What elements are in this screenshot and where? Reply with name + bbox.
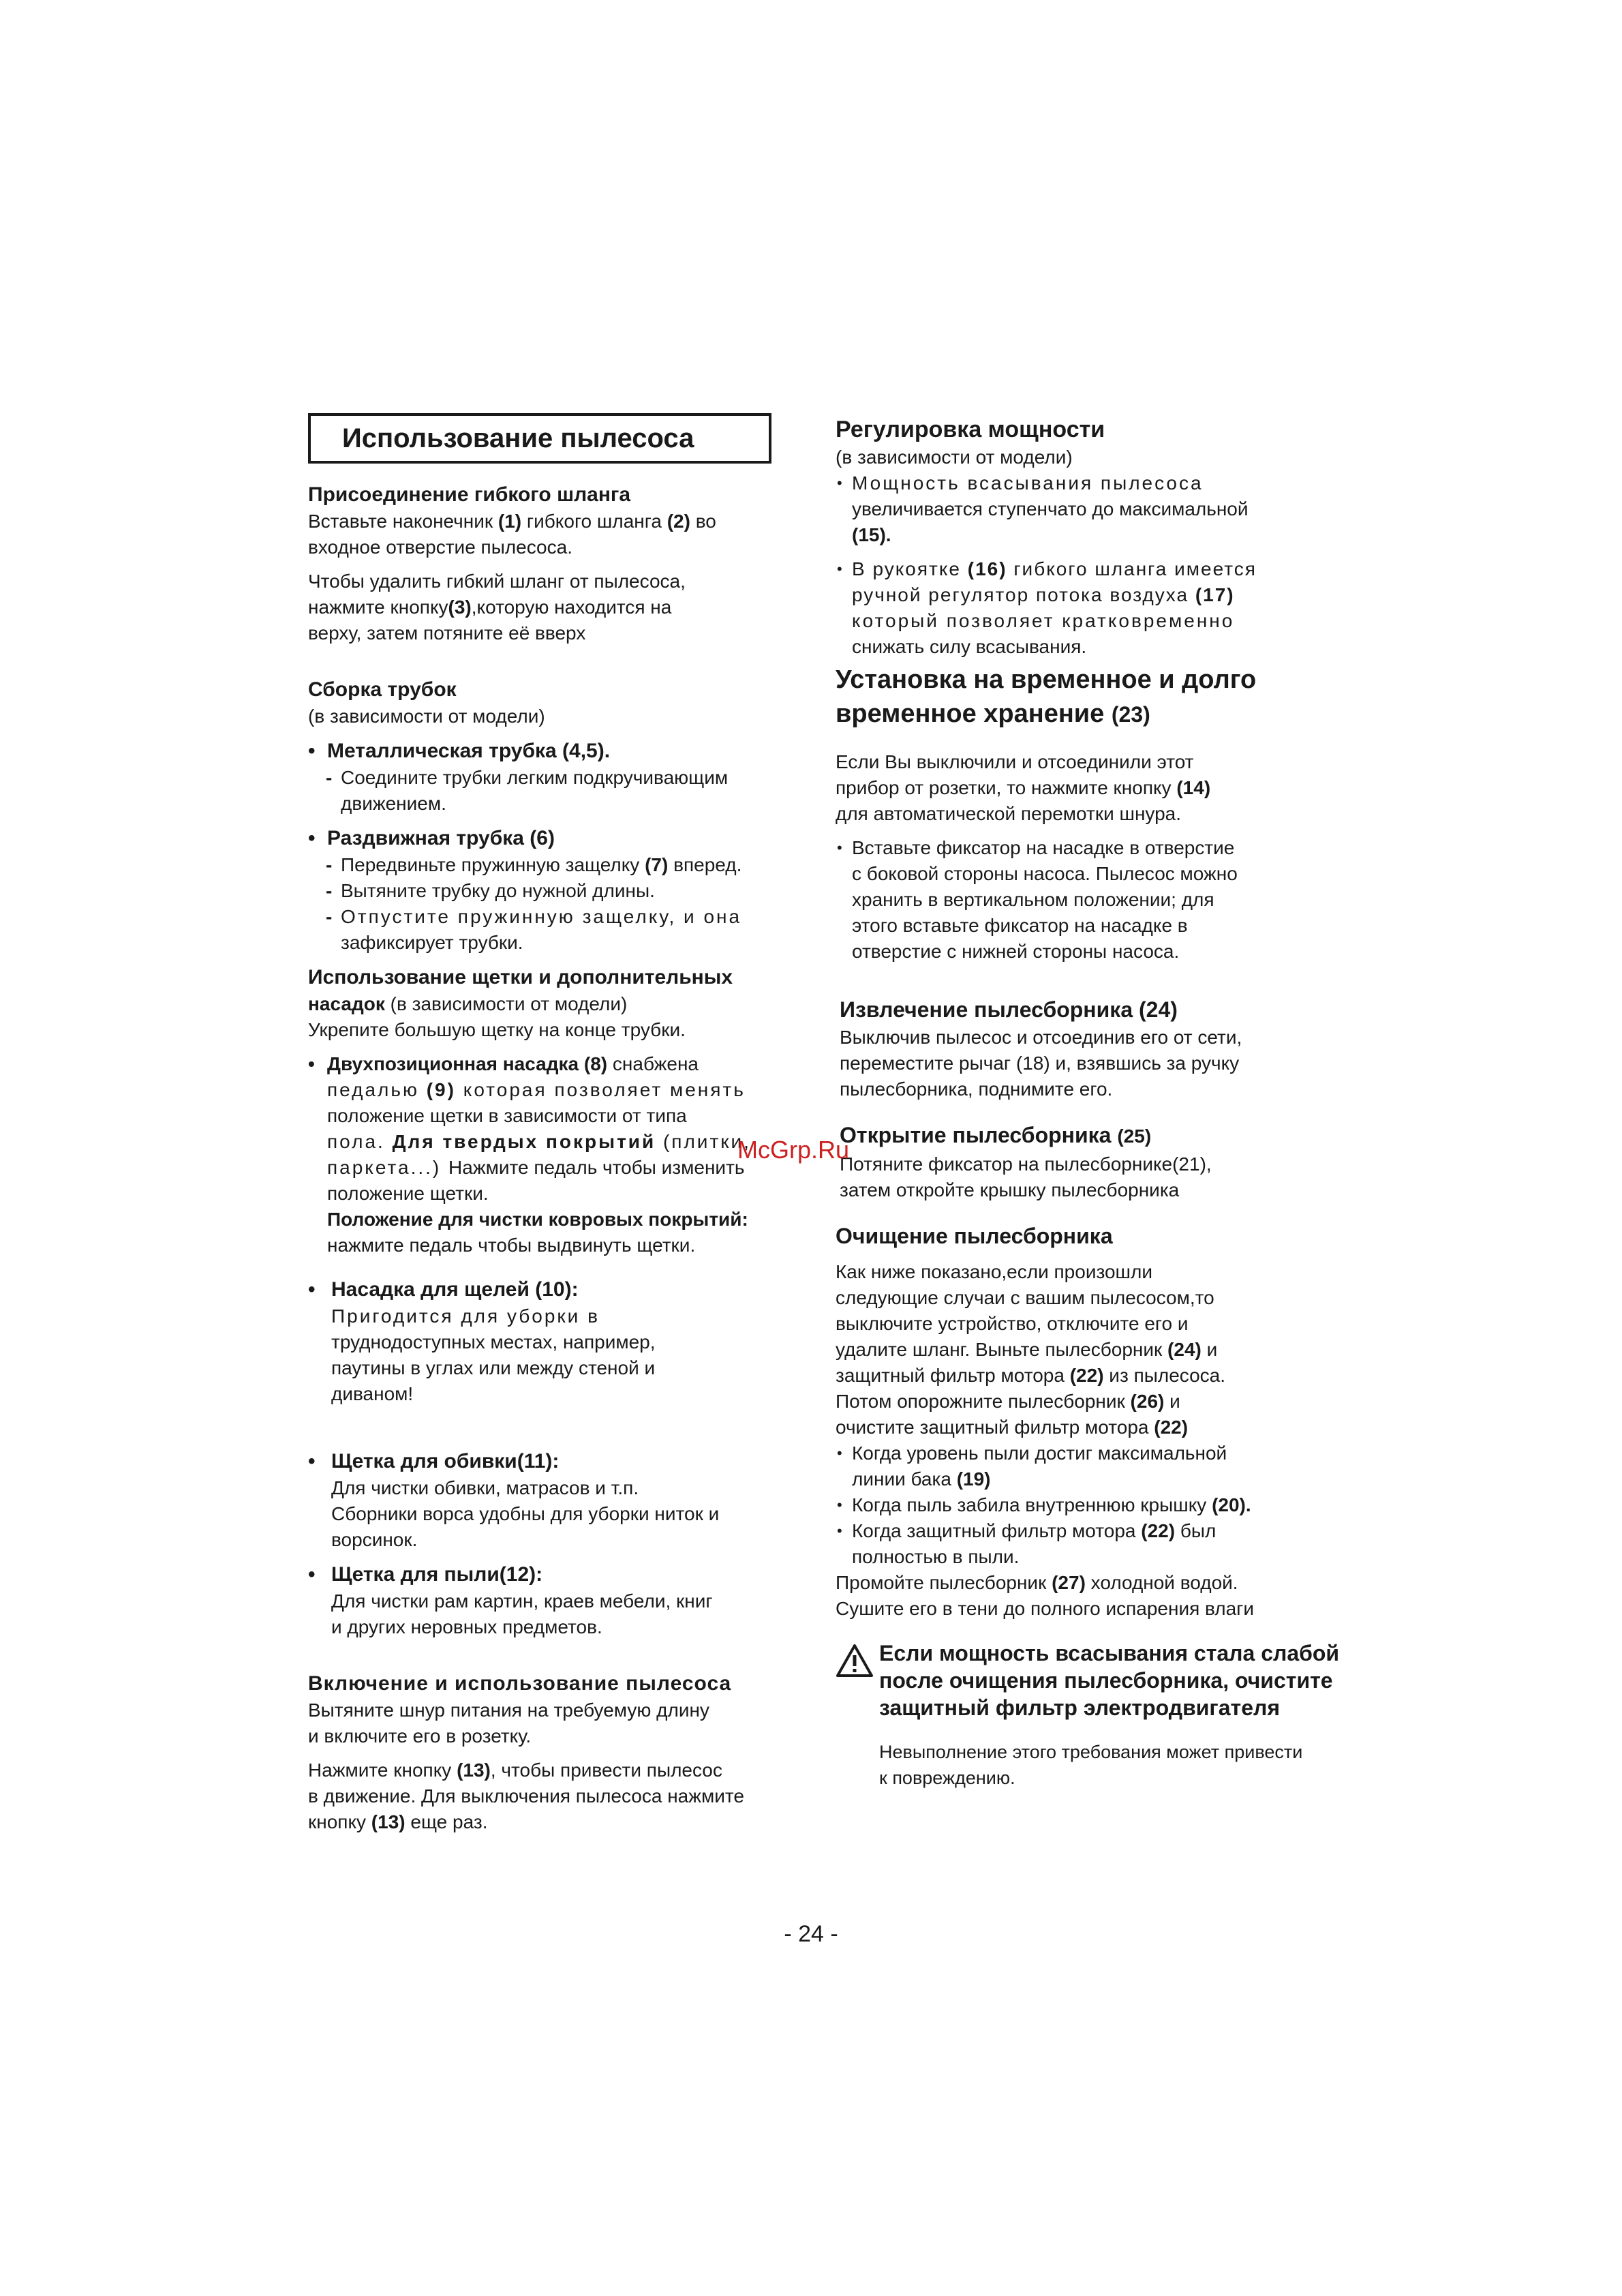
hose-remove-line: нажмите кнопку(3),которую находится на — [308, 596, 672, 618]
clean-bin-text: удалите шланг. Выньте пылесборник (24) и — [836, 1339, 1218, 1360]
carpet-title: Положение для чистки ковровых покрытий: — [327, 1209, 748, 1230]
watermark: McGrp.Ru — [737, 1136, 850, 1164]
left-column — [308, 413, 821, 1835]
clean-bin-text: Потом опорожните пылесборник (26) и — [836, 1391, 1180, 1412]
warning-title: Если мощность всасывания стала слабой — [879, 1641, 1340, 1665]
power-bullet-2: • В рукоятке (16) гибкого шланга имеется — [836, 556, 1353, 582]
storage-bullet: отверстие с нижней стороны насоса. — [852, 941, 1180, 962]
remove-bin-text: переместите рычаг (18) и, взявшись за ручку — [840, 1053, 1240, 1074]
tele-tube-step: зафиксирует трубки. — [341, 932, 523, 953]
power-on-text: и включите его в розетку. — [308, 1725, 532, 1747]
metal-tube-text: движением. — [341, 793, 446, 814]
power-bullet-2: который позволяет кратковременно — [852, 610, 1235, 631]
clean-bin-text: Промойте пылесборник (27) холодной водой. — [836, 1572, 1238, 1593]
two-position-line: паркета...) Нажмите педаль чтобы изменить — [327, 1157, 745, 1178]
upholstery-text: ворсинок. — [331, 1529, 418, 1550]
upholstery-text: Для чистки обивки, матрасов и т.п. — [331, 1477, 639, 1498]
crevice-text: диваном! — [331, 1383, 414, 1404]
storage-text: Если Вы выключили и отсоединили этот — [836, 751, 1194, 772]
brush-heading: насадок (в зависимости от модели) — [308, 993, 628, 1014]
power-on-heading: Включение и использование пылесоса — [308, 1672, 732, 1695]
clean-bin-heading: Очищение пылесборника — [836, 1224, 1113, 1248]
power-on-text: Вытяните шнур питания на требуемую длину — [308, 1700, 709, 1721]
clean-bin-text: Сушите его в тени до полного испарения влаги — [836, 1598, 1255, 1619]
open-bin-text: Потяните фиксатор на пылесборнике(21), — [840, 1153, 1212, 1175]
power-bullet-2: ручной регулятор потока воздуха (17) — [852, 584, 1235, 605]
clean-bin-bullet: • Когда защитный фильтр мотора (22) был — [836, 1518, 1353, 1544]
brush-intro: Укрепите большую щетку на конце трубки. — [308, 1019, 686, 1040]
tele-tube-step: - Отпустите пружинную защелку, и она — [308, 904, 821, 930]
tubes-note: (в зависимости от модели) — [308, 706, 545, 727]
carpet-text: нажмите педаль чтобы выдвинуть щетки. — [327, 1235, 696, 1256]
power-bullet: (15). — [852, 524, 891, 545]
power-on-button-line: Нажмите кнопку (13), чтобы привести пылесос — [308, 1759, 722, 1781]
page-number: - 24 - — [784, 1921, 838, 1947]
clean-bin-bullet: полностью в пыли. — [852, 1546, 1020, 1567]
storage-bullet: с боковой стороны насоса. Пылесос можно — [852, 863, 1238, 884]
power-on-button-line: кнопку (13) еще раз. — [308, 1811, 488, 1832]
hose-remove-line: Чтобы удалить гибкий шланг от пылесоса, — [308, 571, 686, 592]
clean-bin-text: выключите устройство, отключите его и — [836, 1313, 1189, 1334]
clean-bin-bullet: линии бака (19) — [852, 1468, 991, 1490]
open-bin-heading: Открытие пылесборника (25) — [840, 1123, 1152, 1147]
crevice-title: • Насадка для щелей (10): — [308, 1276, 821, 1303]
clean-bin-bullet: • Когда пыль забила внутреннюю крышку (20). — [836, 1492, 1353, 1518]
warning-title: защитный фильтр электродвигателя — [879, 1695, 1280, 1720]
brush-heading: Использование щетки и дополнительных — [308, 966, 733, 988]
tubes-heading: Сборка трубок — [308, 678, 457, 701]
crevice-text: Пригодится для уборки в — [331, 1305, 600, 1327]
open-bin-text: затем откройте крышку пылесборника — [840, 1179, 1180, 1200]
warning-icon — [836, 1644, 874, 1678]
warning-title: после очищения пылесборника, очистите — [879, 1668, 1333, 1693]
two-position-line: пола. Для твердых покрытий (плитки, — [327, 1131, 751, 1152]
hose-heading: Присоединение гибкого шланга — [308, 483, 631, 506]
page-title: Использование пылесоса — [308, 413, 771, 464]
power-bullet-2: снижать силу всасывания. — [852, 636, 1087, 657]
remove-bin-text: Выключив пылесос и отсоединив его от сети, — [840, 1027, 1242, 1048]
clean-bin-text: защитный фильтр мотора (22) из пылесоса. — [836, 1365, 1226, 1386]
storage-bullet: • Вставьте фиксатор на насадке в отверстие — [836, 835, 1353, 861]
hose-remove-line: верху, затем потяните её вверх — [308, 622, 586, 644]
tele-tube-step: - Вытяните трубку до нужной длины. — [308, 878, 821, 904]
power-bullet: увеличивается ступенчато до максимальной — [852, 498, 1249, 519]
crevice-text: труднодоступных местах, например, — [331, 1331, 656, 1353]
power-note: (в зависимости от модели) — [836, 447, 1073, 468]
warning-block — [836, 1640, 1353, 1791]
storage-bullet: хранить в вертикальном положении; для — [852, 889, 1214, 910]
clean-bin-text: очистите защитный фильтр мотора (22) — [836, 1417, 1189, 1438]
remove-bin-heading: Извлечение пылесборника (24) — [840, 997, 1178, 1022]
hose-text-line: входное отверстие пылесоса. — [308, 537, 572, 558]
clean-bin-text: Как ниже показано,если произошли — [836, 1261, 1152, 1282]
warning-text: Невыполнение этого требования может привести — [879, 1742, 1303, 1762]
right-column — [836, 414, 1353, 1791]
storage-heading: Установка на временное и долго — [836, 665, 1257, 694]
two-position-line: педалью (9) которая позволяет менять — [327, 1079, 746, 1100]
dust-brush-text: и других неровных предметов. — [331, 1616, 602, 1637]
storage-bullet: этого вставьте фиксатор на насадке в — [852, 915, 1188, 936]
clean-bin-bullet: • Когда уровень пыли достиг максимальной — [836, 1440, 1353, 1466]
power-heading: Регулировка мощности — [836, 417, 1105, 442]
two-position-line: положение щетки в зависимости от типа — [327, 1105, 687, 1126]
tele-tube-step: - Передвиньте пружинную защелку (7) вперед. — [308, 852, 821, 878]
two-position-line: положение щетки. — [327, 1183, 489, 1204]
clean-bin-text: следующие случаи с вашим пылесосом,то — [836, 1287, 1214, 1308]
power-on-button-line: в движение. Для выключения пылесоса нажмите — [308, 1785, 744, 1807]
crevice-text: паутины в углах или между стеной и — [331, 1357, 656, 1378]
power-bullet: • Мощность всасывания пылесоса — [836, 470, 1353, 496]
two-position-line: • Двухпозиционная насадка (8) снабжена — [308, 1051, 821, 1077]
dust-brush-text: Для чистки рам картин, краев мебели, книг — [331, 1590, 713, 1612]
warning-text: к повреждению. — [879, 1768, 1015, 1788]
storage-heading: временное хранение (23) — [836, 699, 1150, 728]
remove-bin-text: пылесборника, поднимите его. — [840, 1078, 1113, 1100]
hose-text-line: Вставьте наконечник (1) гибкого шланга (2) во — [308, 511, 716, 532]
storage-text: прибор от розетки, то нажмите кнопку (14) — [836, 777, 1211, 798]
upholstery-text: Сборники ворса удобны для уборки ниток и — [331, 1503, 720, 1524]
tele-tube-title: • Раздвижная трубка (6) — [308, 825, 821, 852]
metal-tube-text: - Соедините трубки легким подкручивающим — [308, 765, 821, 791]
upholstery-title: • Щетка для обивки(11): — [308, 1448, 821, 1475]
storage-text: для автоматической перемотки шнура. — [836, 803, 1182, 824]
dust-brush-title: • Щетка для пыли(12): — [308, 1561, 821, 1588]
metal-tube-title: • Металлическая трубка (4,5). — [308, 738, 821, 765]
